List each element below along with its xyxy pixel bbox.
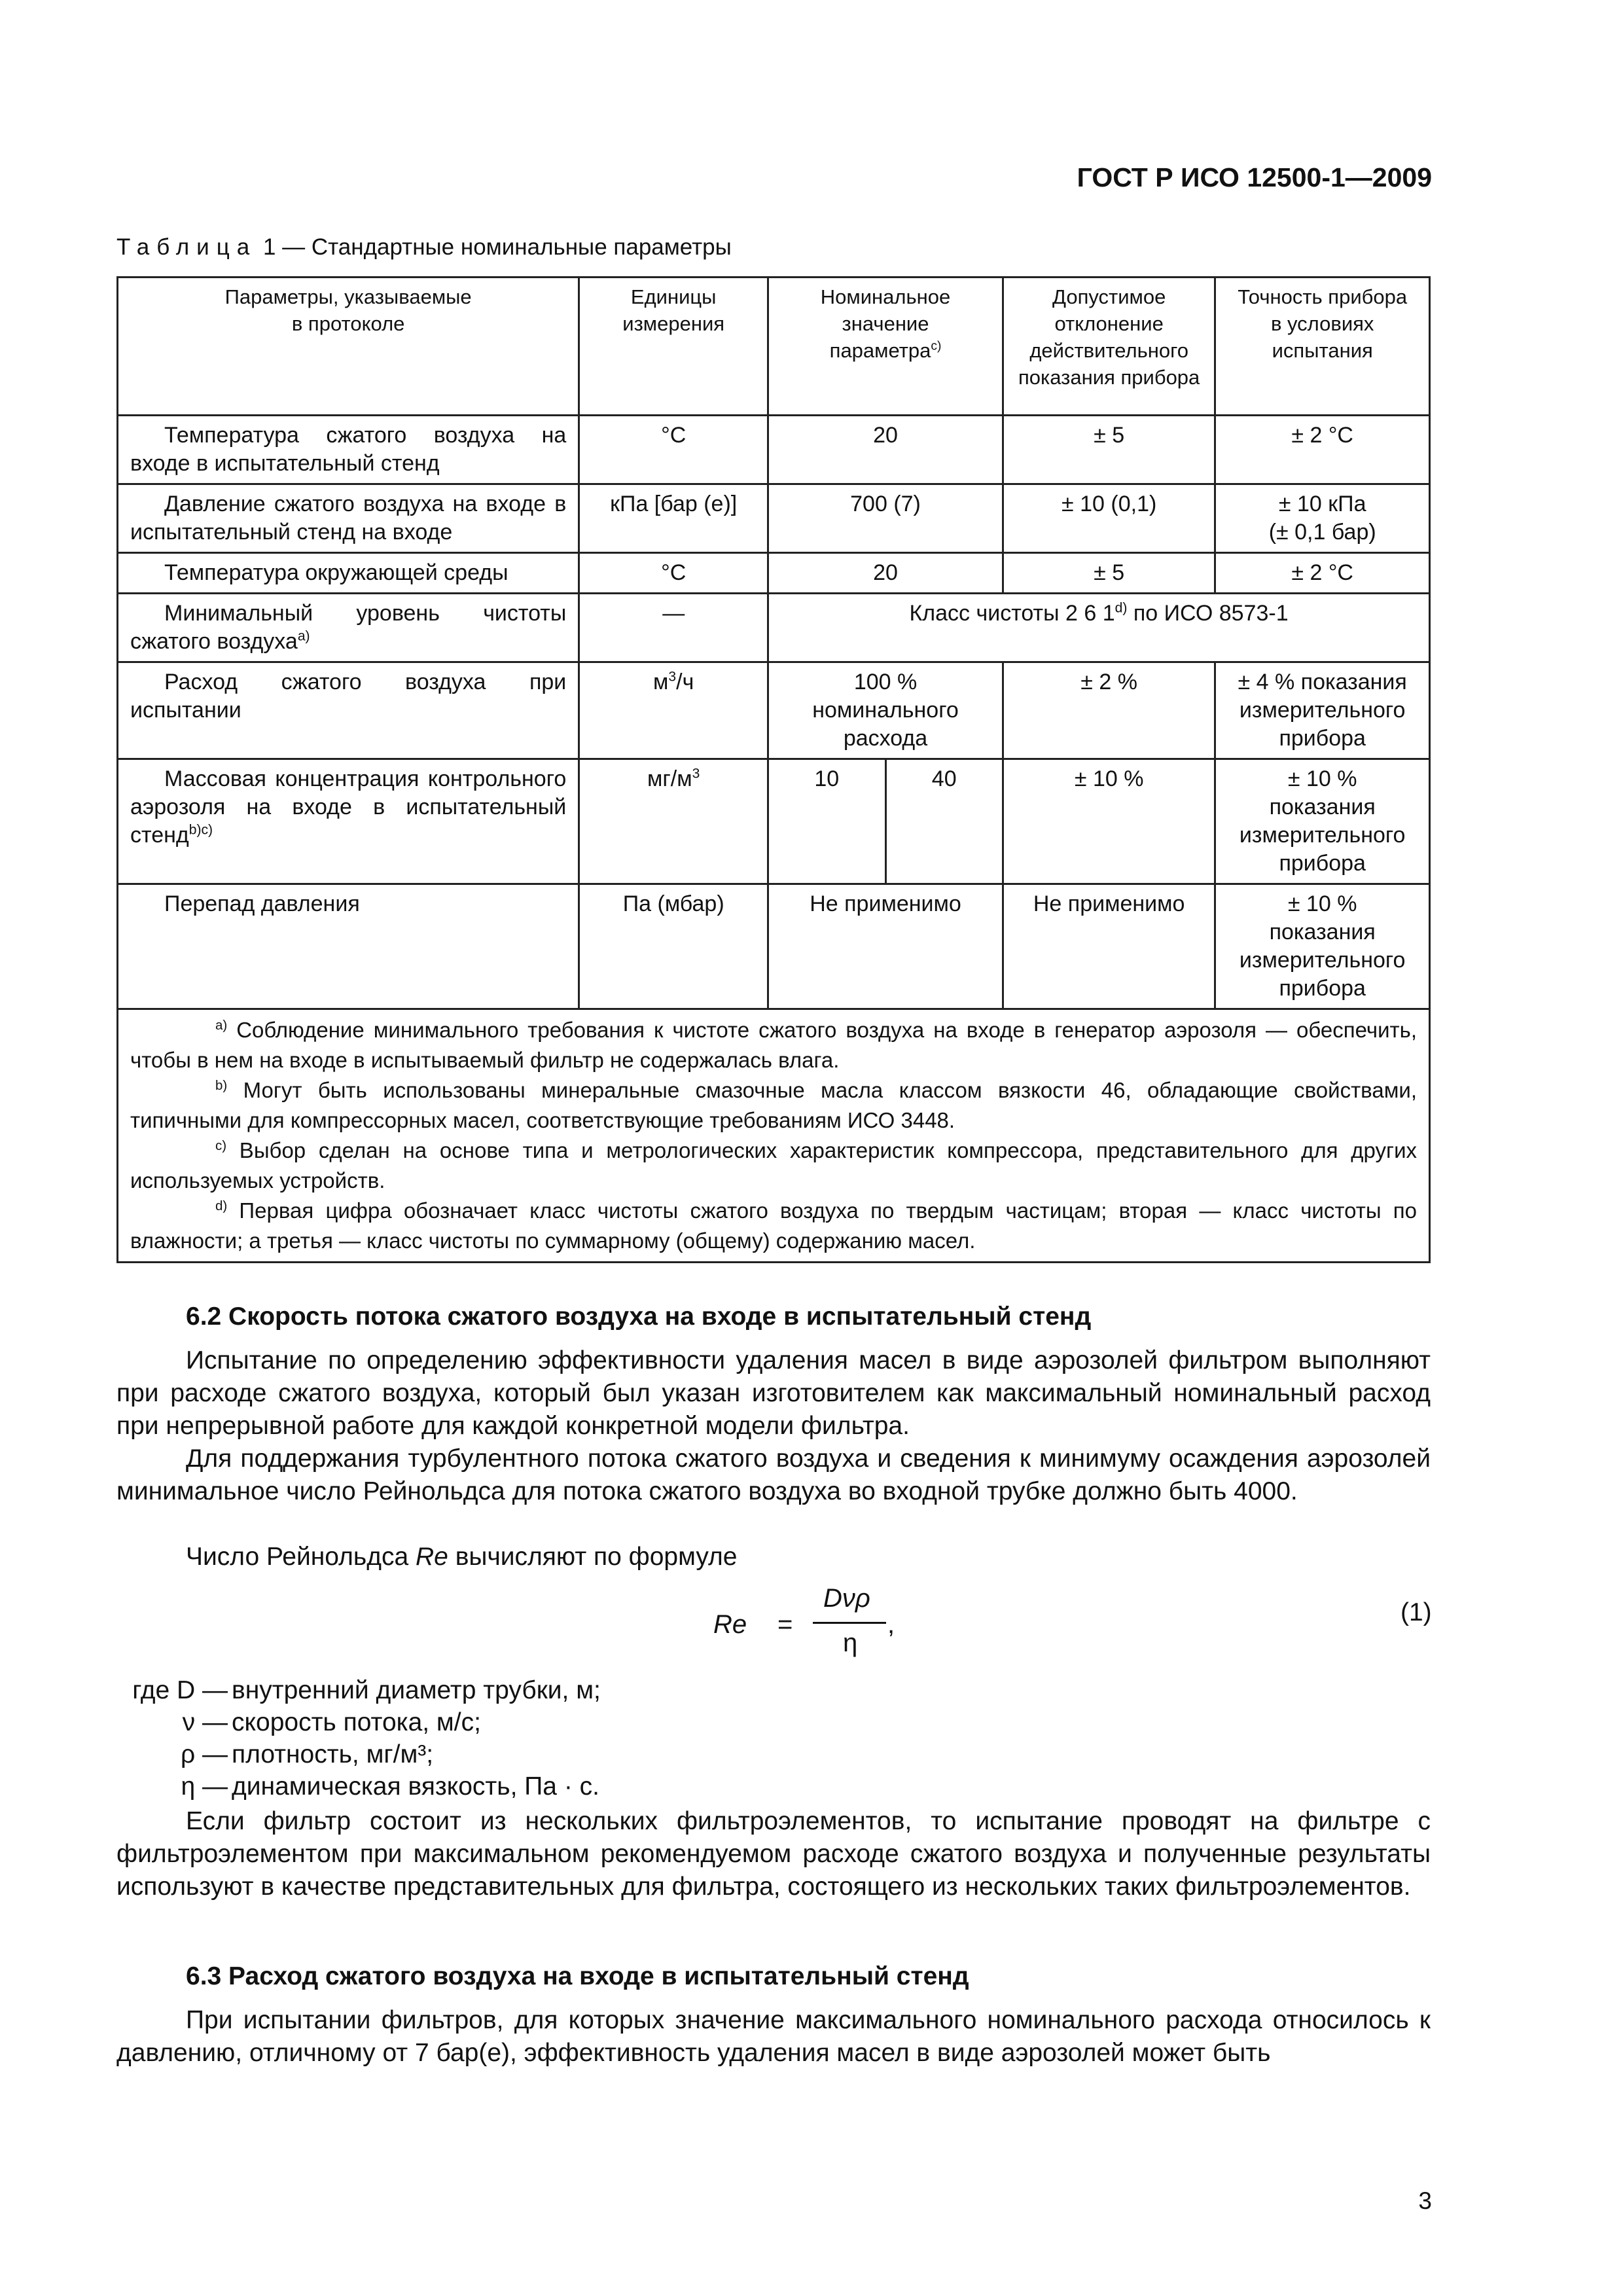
cell-unit: Па (мбар) [579,884,768,1009]
cell-deviation: ± 5 [1003,553,1215,594]
definition-symbol: где D — [132,1676,228,1704]
cell-parameter: Перепад давления [118,884,579,1009]
formula-equals: = [777,1610,793,1639]
table-caption-text: 1 — Стандартные номинальные параметры [257,234,732,260]
formula-numerator: Dνρ [823,1584,870,1613]
page-number: 3 [1418,2187,1432,2214]
header-accuracy: Точность прибора в условиях испытания [1215,278,1430,416]
section-title-6-3: 6.3 Расход сжатого воздуха на входе в испытательный стенд [186,1962,969,1990]
definition-row [128,1770,601,1803]
cell-parameter: Температура окружающей среды [118,553,579,594]
table-row [118,484,1430,553]
table-caption-label: Таблица [116,234,257,260]
table-row [118,553,1430,594]
header-nominal: Номинальное значение параметра$^{c)}$ [768,278,1003,416]
definition-text: динамическая вязкость, Па · с. [232,1772,599,1801]
cell-nominal: 700 (7) [768,484,1003,553]
cell-parameter: Давление сжатого воздуха на входе в испытательный стенд на входе [118,484,579,553]
cell-nominal: 20 [768,553,1003,594]
parameters-table [116,276,1431,1263]
cell-unit: $мг/м^3$ [579,759,768,884]
paragraph: Испытание по определению эффективности удаления масел в виде аэрозолей фильтром выполняют при расходе сжатого воздуха, который был указан изготовителем как максимальный номинальный расход при непрерывной работе для каждой конкретной модели фильтра. [116,1346,1431,1440]
equation-number: (1) [1400,1598,1432,1626]
definition-row [128,1706,601,1738]
table-row [118,759,1430,884]
cell-accuracy: ± 2 °С [1215,416,1430,484]
cell-accuracy: ± 4 % показания измерительного прибора [1215,662,1430,759]
paragraph: Для поддержания турбулентного потока сжатого воздуха и сведения к минимуму осаждения аэрозолей минимальное число Рейнольдса для потока сжатого воздуха во входной трубке должно быть 4000. [116,1444,1431,1505]
paragraph: При испытании фильтров, для которых значение максимального номинального расхода относилось к давлению, отличному от 7 бар(е), эффективность удаления масел в виде аэрозолей может быть [116,2006,1431,2067]
definition-text: плотность, мг/м³; [232,1740,434,1768]
cell-deviation: Не применимо [1003,884,1215,1009]
cell-parameter: Минимальный уровень чистоты сжатого воздуха$^{a)}$ [118,594,579,662]
table-notes [118,1009,1430,1263]
table-row [118,884,1430,1009]
definition-text: внутренний диаметр трубки, м; [232,1676,601,1704]
cell-deviation: ± 5 [1003,416,1215,484]
footnote-d: $^{d)}$ Первая цифра обозначает класс чистоты сжатого воздуха по твердым частицам; вторая — класс чистоты по влажности; а третья — класс чистоты по суммарному (общему) содержанию масел. [130,1198,1417,1253]
cell-parameter: Температура сжатого воздуха на входе в испытательный стенд [118,416,579,484]
cell-cleanliness-class: Класс чистоты 2 6 1$^{d)}$ по ИСО 8573-1 [768,594,1430,662]
paragraph: Число Рейнольдса Re вычисляют по формуле [186,1543,738,1571]
cell-parameter: Массовая концентрация контрольного аэрозоля на входе в испытательный стенд$^{b)c)}$ [118,759,579,884]
cell-deviation: ± 2 % [1003,662,1215,759]
table-row [118,662,1430,759]
section-title-6-2: 6.2 Скорость потока сжатого воздуха на входе в испытательный стенд [186,1302,1092,1331]
cell-unit: °С [579,416,768,484]
cell-accuracy: ± 10 % показания измерительного прибора [1215,759,1430,884]
header-units: Единицы измерения [579,278,768,416]
cell-deviation: ± 10 (0,1) [1003,484,1215,553]
definition-row [128,1738,601,1770]
cell-nominal-high: 40 [885,759,1003,884]
definition-row [128,1674,601,1706]
cell-accuracy: ± 2 °С [1215,553,1430,594]
formula-comma: , [887,1610,895,1639]
cell-unit: — [579,594,768,662]
definition-symbol: ν — [182,1708,228,1736]
cell-nominal: 20 [768,416,1003,484]
formula-lhs: Re [713,1610,747,1639]
variable-definitions [128,1674,601,1803]
definition-text: скорость потока, м/с; [232,1708,481,1736]
table-notes-row [118,1009,1430,1263]
cell-unit: $м^3/ч$ [579,662,768,759]
cell-nominal: Не применимо [768,884,1003,1009]
cell-unit: кПа [бар (е)] [579,484,768,553]
table-row [118,416,1430,484]
table-row [118,594,1430,662]
cell-parameter: Расход сжатого воздуха при испытании [118,662,579,759]
header-deviation: Допустимое отклонение действительного показания прибора [1003,278,1215,416]
formula-denominator: η [843,1628,858,1657]
table-header-row [118,278,1430,416]
paragraph: Если фильтр состоит из нескольких фильтроэлементов, то испытание проводят на фильтре с фильтроэлементом при максимальном рекомендуемом расходе сжатого воздуха и полученные результаты используют в качестве представительных для фильтра, состоящего из нескольких таких фильтроэлементов. [116,1807,1431,1901]
header-parameters: Параметры, указываемые в протоколе [118,278,579,416]
definition-symbol: ρ — [180,1740,228,1768]
cell-unit: °С [579,553,768,594]
table-caption [116,234,732,260]
definition-symbol: η — [181,1772,228,1801]
cell-accuracy: ± 10 кПа (± 0,1 бар) [1215,484,1430,553]
fraction-bar [813,1622,886,1624]
cell-accuracy: ± 10 % показания измерительного прибора [1215,884,1430,1009]
document-code: ГОСТ Р ИСО 12500-1—2009 [1077,162,1432,192]
cell-nominal-low: 10 [768,759,885,884]
cell-deviation: ± 10 % [1003,759,1215,884]
footnote-c: $^{c)}$ Выбор сделан на основе типа и метрологических характеристик компрессора, представительного для других используемых устройств. [130,1138,1417,1193]
cell-nominal: 100 % номинального расхода [768,662,1003,759]
footnote-b: $^{b)}$ Могут быть использованы минеральные смазочные масла классом вязкости 46, обладающие свойствами, типичными для компрессорных масел, соответствующие требованиям ИСО 3448. [130,1078,1417,1132]
footnote-a: $^{a)}$ Соблюдение минимального требования к чистоте сжатого воздуха на входе в генератор аэрозоля — обеспечить, чтобы в нем на входе в испытываемый фильтр не содержалась влага. [130,1018,1417,1072]
